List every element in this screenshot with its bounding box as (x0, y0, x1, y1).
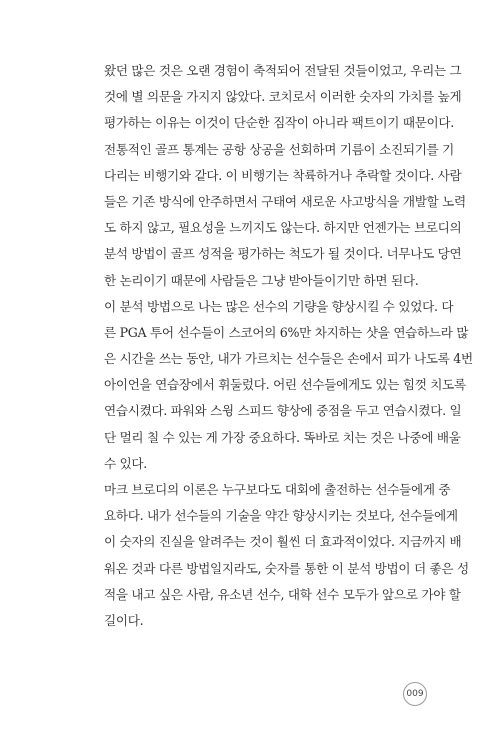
text-line: 아이언을 연습장에서 휘둘렀다. 어린 선수들에게도 있는 힘껏 치도록 (104, 377, 466, 393)
text-line: 것에 별 의문을 가지지 않았다. 코치로서 이러한 숫자의 가치를 높게 (104, 89, 462, 105)
text-line: 른 PGA 투어 선수들이 스코어의 6%만 차지하는 샷을 연습하느라 많 (104, 324, 469, 340)
text-line: 연습시켰다. 파워와 스윙 스피드 향상에 중점을 두고 연습시켰다. 일 (104, 403, 462, 419)
body-text (104, 58, 473, 634)
paragraph-start-line: 전통적인 골프 통계는 공항 상공을 선회하며 기름이 소진되기를 기 (104, 141, 454, 157)
paragraph-start-line: 마크 브로디의 이론은 누구보다도 대회에 출전하는 선수들에게 중 (104, 482, 451, 497)
text-line: 이 숫자의 진실을 알려주는 것이 훨씬 더 효과적이었다. 지금까지 배 (104, 534, 462, 550)
text-line: 들은 기존 방식에 안주하면서 구태여 새로운 사고방식을 개발할 노력 (104, 193, 466, 209)
text-line: 왔던 많은 것은 오랜 경험이 축적되어 전달된 것들이었고, 우리는 그 (104, 63, 462, 78)
paragraph-start-line: 이 분석 방법으로 나는 많은 선수의 기량을 향상시킬 수 있었다. 다 (104, 298, 454, 314)
text-line: 평가하는 이유는 이것이 단순한 짐작이 아니라 팩트이기 때문이다. (104, 115, 454, 131)
text-line: 다리는 비행기와 같다. 이 비행기는 착륙하거나 추락할 것이다. 사람 (104, 167, 462, 183)
text-line: 은 시간을 쓰는 동안, 내가 가르치는 선수들은 손에서 피가 나도록 4번 (104, 351, 473, 367)
text-line: 요하다. 내가 선수들의 기술을 약간 향상시키는 것보다, 선수들에게 (104, 508, 458, 524)
text-line: 한 논리이기 때문에 사람들은 그냥 받아들이기만 하면 된다. (104, 272, 419, 288)
text-line: 워온 것과 다른 방법일지라도, 숫자를 통한 이 분석 방법이 더 좋은 성 (104, 560, 469, 576)
page-number: 009 (403, 682, 427, 706)
text-line: 길이다. (104, 612, 144, 628)
text-line: 도 하지 않고, 필요성을 느끼지도 않는다. 하지만 언젠가는 브로디의 (104, 220, 462, 236)
text-line: 적을 내고 싶은 사람, 유소년 선수, 대학 선수 모두가 앞으로 가야 할 (104, 586, 461, 602)
text-line: 수 있다. (104, 455, 148, 471)
text-line: 분석 방법이 골프 성적을 평가하는 척도가 될 것이다. 너무나도 당연 (104, 246, 462, 262)
text-line: 단 멀리 칠 수 있는 게 가장 중요하다. 똑바로 치는 것은 나중에 배울 (104, 429, 461, 445)
